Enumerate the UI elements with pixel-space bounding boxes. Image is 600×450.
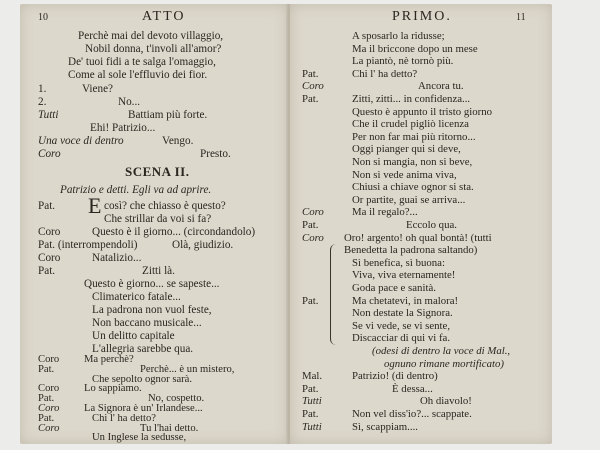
speaker: Coro xyxy=(38,226,61,238)
dialogue-line: Sì benefica, sì buona: xyxy=(352,256,445,269)
speaker: Coro xyxy=(302,80,324,93)
dialogue-line: ognuno rimane mortificato) xyxy=(384,357,504,370)
dialogue-line: Olà, giudizio. xyxy=(172,239,234,251)
scene-direction: Patrizio e detti. Egli va ad aprire. xyxy=(60,184,212,196)
dialogue-line: Zitti, zitti... in confidenza... xyxy=(352,93,471,105)
dialogue-line: Un delitto capitale xyxy=(92,330,175,342)
dialogue-line: Ehi! Patrizio... xyxy=(90,122,156,134)
dialogue-line: Eccolo qua. xyxy=(406,219,457,231)
speaker: 1. xyxy=(38,83,47,95)
dialogue-line: Questo è giorno... se sapeste... xyxy=(84,278,220,290)
dialogue-line: La Signora è un' Irlandese... xyxy=(84,403,203,414)
dialogue-line: Climaterico fatale... xyxy=(92,291,181,303)
speaker: Coro xyxy=(302,231,324,244)
dialogue-line: Che sepolto ognor sarà. xyxy=(92,373,193,385)
verse-line: De' tuoi fidi a te salga l'omaggio, xyxy=(68,56,216,68)
dialogue-line: Lo sappiamo. xyxy=(84,383,142,395)
dialogue-line: Non vel diss'io?... scappate. xyxy=(352,408,472,420)
dialogue-line: Un Inglese la sedusse, xyxy=(92,432,187,444)
speaker: Pat. xyxy=(38,265,56,277)
dialogue-line: Non si mangia, non si beve, xyxy=(352,156,473,168)
dialogue-line: Non destate la Signora. xyxy=(352,307,453,320)
speaker: Pat. xyxy=(302,382,319,395)
scene-heading: SCENA II. xyxy=(125,164,190,179)
dialogue-line: Sì, scappiam.... xyxy=(352,420,418,433)
dialogue-line: Chi l' ha detto? xyxy=(92,412,156,424)
verse-line: Come al sole l'effluvio dei fior. xyxy=(68,69,208,81)
dialogue-line: Benedetta la padrona saltando) xyxy=(344,244,478,257)
dialogue-line: Ma il regalo?... xyxy=(352,206,418,219)
dialogue-line: Oggi pianger qui si deve, xyxy=(352,143,461,156)
dialogue-line: La padrona non vuol feste, xyxy=(92,304,212,316)
dialogue-line: Goda pace e sanità. xyxy=(352,282,436,294)
dialogue-line: Se vi vede, se vi sente, xyxy=(352,319,451,332)
speaker: Pat. xyxy=(38,412,55,424)
dialogue-line: Discacciar di qui vi fa. xyxy=(352,332,451,345)
left-page-number: 10 xyxy=(38,12,48,23)
dialogue-line: Che il crudel pigliò licenza xyxy=(352,118,469,131)
dialogue-line: Che strillar da voi si fa? xyxy=(104,213,212,225)
speaker: Tutti xyxy=(38,109,59,121)
dialogue-line: Chiusi a chiave ognor si sta. xyxy=(352,181,474,194)
dialogue-line: Oro! argento! oh qual bontà! (tutti xyxy=(344,231,492,244)
speaker: Coro xyxy=(302,206,324,219)
dialogue-line: Ancora tu. xyxy=(418,80,464,93)
dialogue-line: Natalizio... xyxy=(92,252,142,264)
speaker: Pat. xyxy=(302,67,319,80)
dialogue-line: Patrizio! (di dentro) xyxy=(352,370,438,383)
speaker: Pat. xyxy=(302,93,319,105)
dialogue-line: Ma il briccone dopo un mese xyxy=(352,42,478,55)
verse-line: Nobil donna, t'involi all'amor? xyxy=(85,43,222,55)
dialogue-line: Non si vede anima viva, xyxy=(352,168,457,181)
dialogue-line: Ma chetatevi, in malora! xyxy=(352,294,459,307)
right-running-head: PRIMO. xyxy=(392,9,452,24)
speaker: Pat. xyxy=(38,393,55,405)
speaker: Tutti xyxy=(302,395,322,408)
dialogue-line: È dessa... xyxy=(392,382,433,395)
speaker: Pat. xyxy=(302,408,319,420)
dialogue-line: Per non far mai più ritorno... xyxy=(352,130,476,143)
drop-cap: E xyxy=(88,193,102,218)
speaker: Mal. xyxy=(302,370,323,383)
right-page-number: 11 xyxy=(516,12,526,23)
speaker: Coro xyxy=(38,148,61,160)
speaker: Pat. xyxy=(38,200,56,212)
speaker: Pat. xyxy=(302,294,319,307)
dialogue-line: Presto. xyxy=(200,148,231,160)
dialogue-line: così? che chiasso è questo? xyxy=(104,200,226,212)
dialogue-line: Questo è appunto il tristo giorno xyxy=(352,105,493,118)
speaker: 2. xyxy=(38,96,47,108)
dialogue-line: La piantò, nè tornò più. xyxy=(352,55,454,68)
speaker: Coro xyxy=(38,403,60,414)
verse-line: Perchè mai del devoto villaggio, xyxy=(78,30,224,42)
dialogue-line: Perchè... è un mistero, xyxy=(140,363,235,375)
left-running-head: ATTO xyxy=(142,9,186,24)
dialogue-line: Or partite, guai se arriva... xyxy=(352,193,466,206)
dialogue-line: L'allegria sarebbe qua. xyxy=(92,343,194,355)
dialogue-line: A sposarlo la ridusse; xyxy=(352,30,445,42)
dialogue-line: Questo è il giorno... (circondandolo) xyxy=(92,226,256,238)
speaker: Coro xyxy=(38,422,60,434)
dialogue-line: Non baccano musicale... xyxy=(92,317,202,329)
dialogue-line: Ma perchè? xyxy=(84,354,134,365)
speaker: Pat. xyxy=(302,219,319,231)
speaker: Una voce di dentro xyxy=(38,135,124,147)
dialogue-line: (odesi di dentro la voce di Mal., xyxy=(372,345,511,357)
speaker: Tutti xyxy=(302,420,322,433)
dialogue-line: Oh diavolo! xyxy=(420,395,472,408)
dialogue-line: Vengo. xyxy=(162,135,194,147)
dialogue-line: Zitti là. xyxy=(142,265,175,277)
speaker: Pat. (interrompendoli) xyxy=(38,239,138,251)
speaker: Coro xyxy=(38,354,60,365)
dialogue-line: Battiam più forte. xyxy=(128,109,208,121)
speaker: Coro xyxy=(38,383,60,395)
dialogue-line: Viene? xyxy=(82,83,114,95)
speaker: Pat. xyxy=(38,363,55,375)
brace-mark xyxy=(330,244,339,345)
dialogue-line: No, cospetto. xyxy=(148,393,205,405)
dialogue-line: Chi l' ha detto? xyxy=(352,67,418,80)
speaker: Coro xyxy=(38,252,61,264)
dialogue-line: No... xyxy=(118,96,141,108)
dialogue-line: Viva, viva eternamente! xyxy=(352,269,456,282)
dialogue-line: Tu l'hai detto. xyxy=(140,422,199,434)
